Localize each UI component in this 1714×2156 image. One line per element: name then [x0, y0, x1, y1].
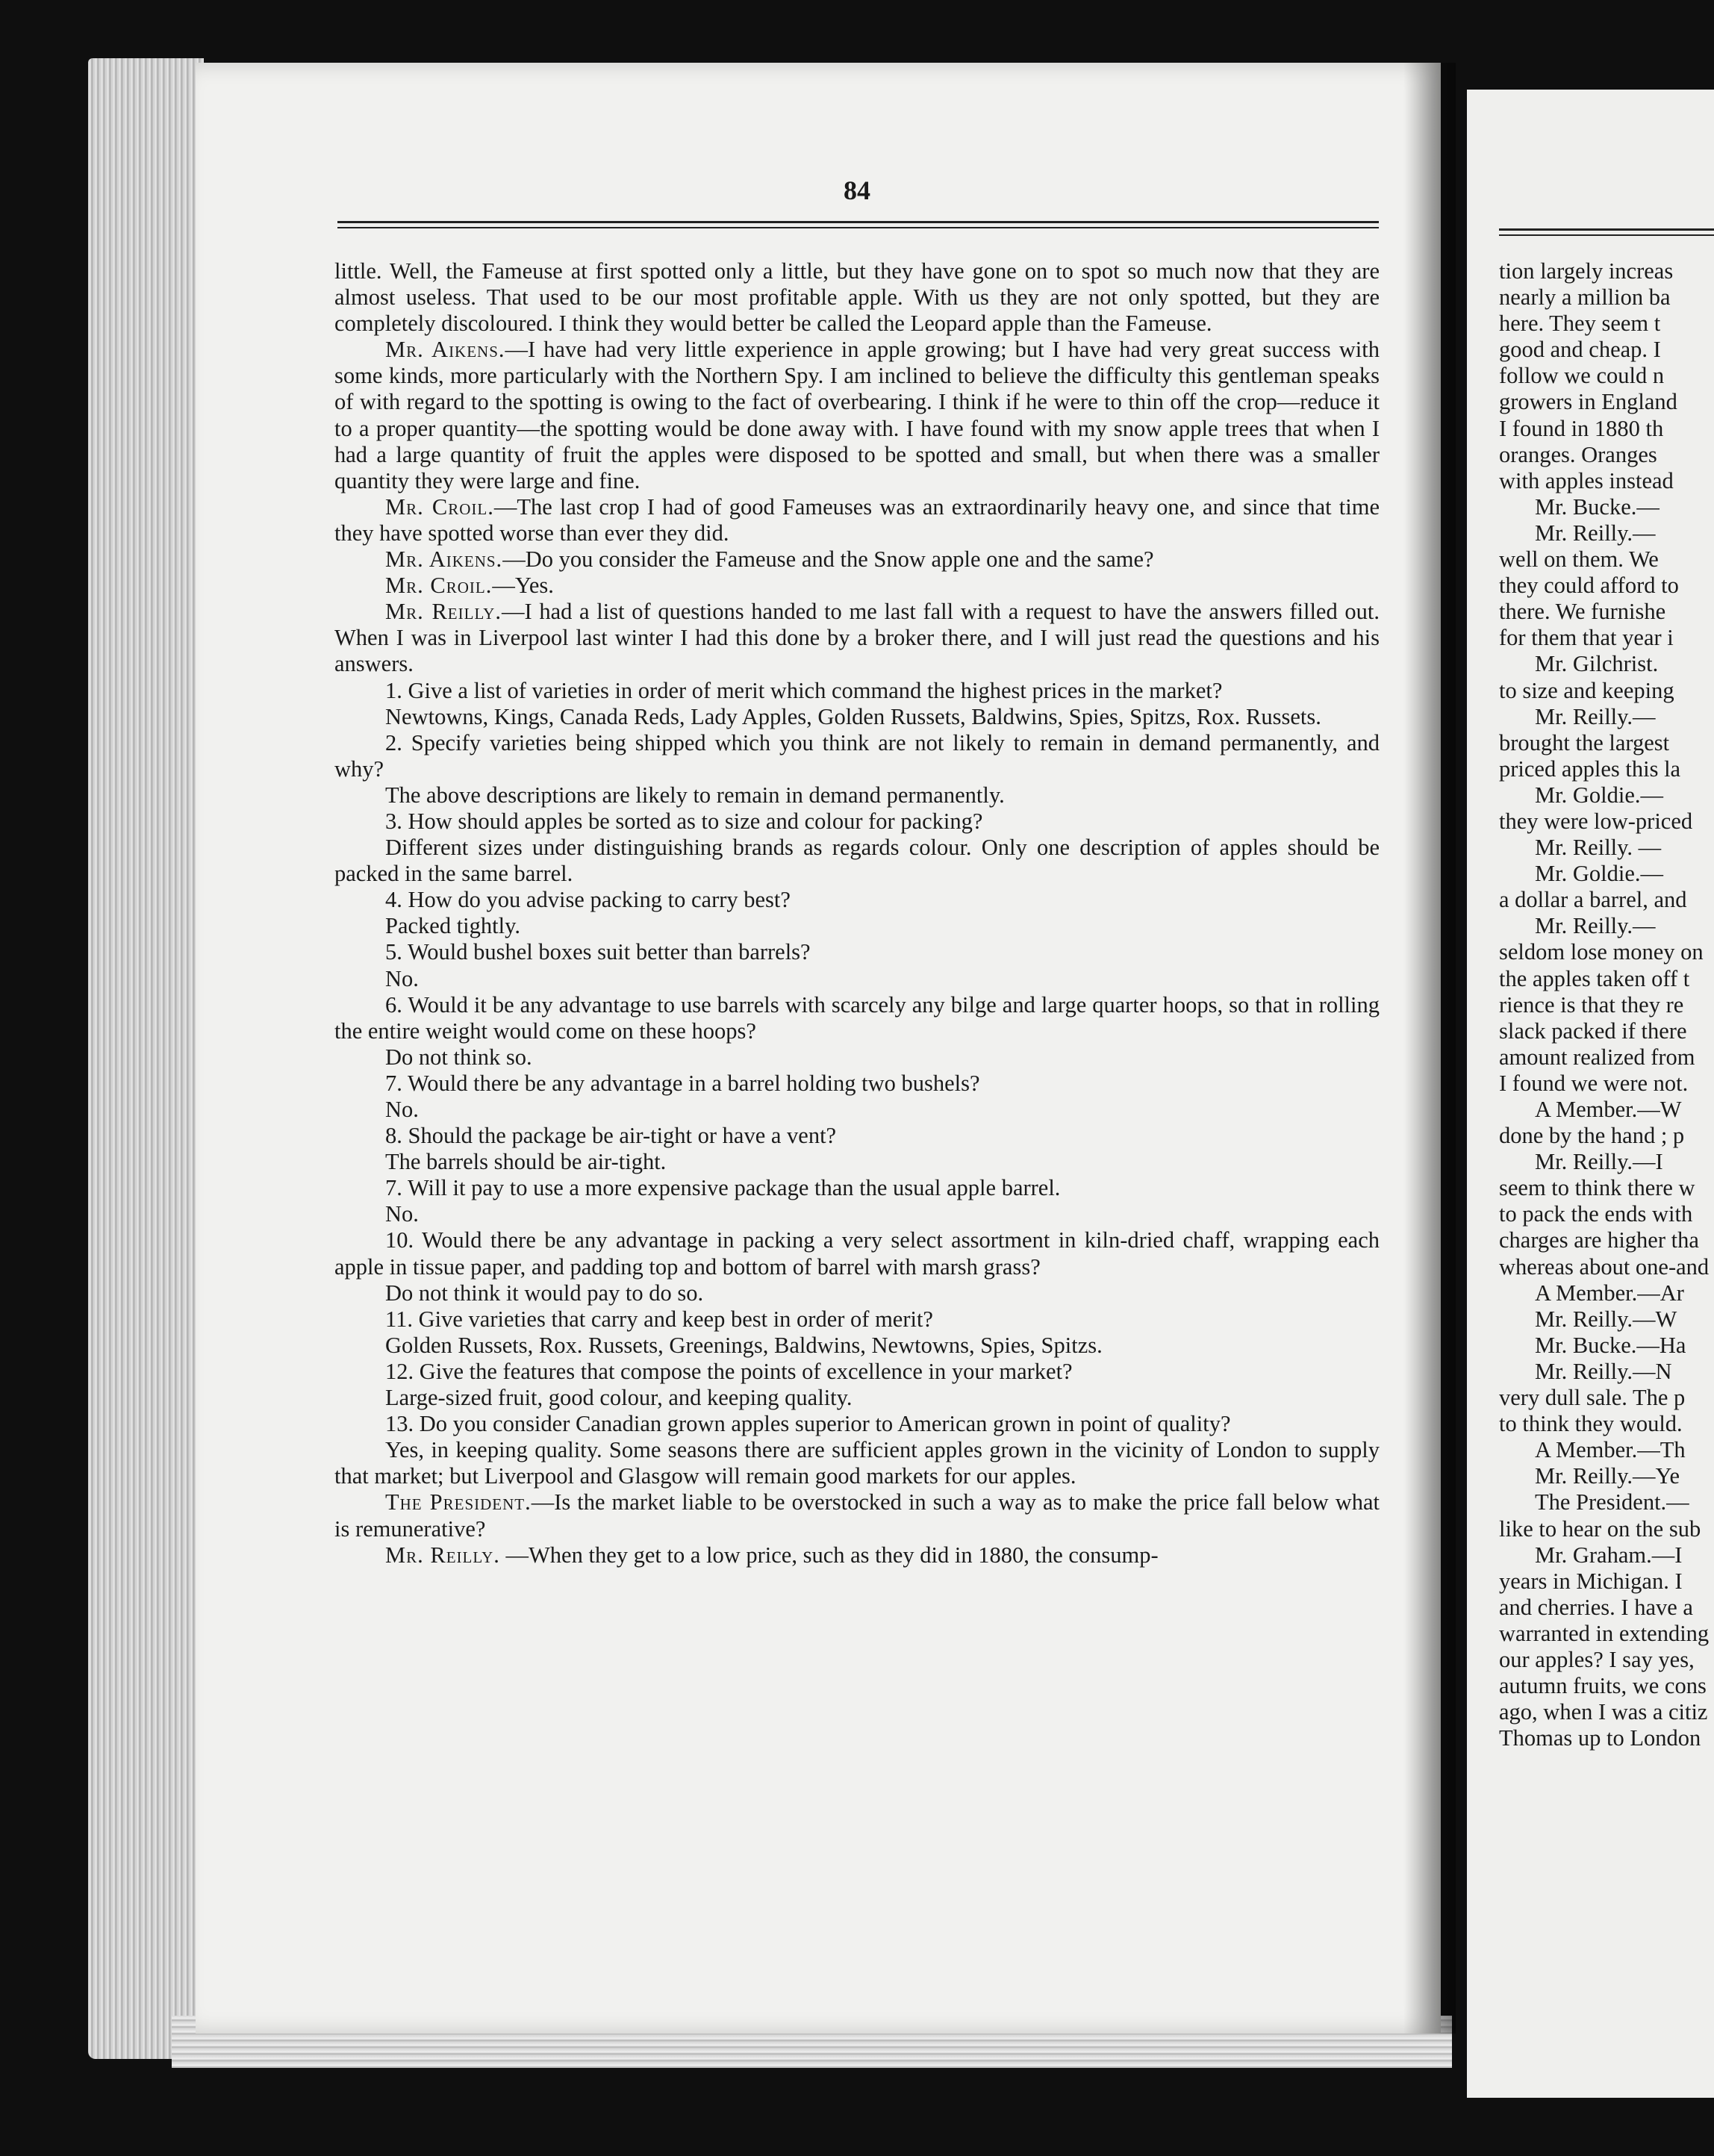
speaker-name: The President.	[385, 1489, 532, 1515]
paragraph	[334, 573, 1380, 599]
facing-line: the apples taken off t	[1499, 965, 1690, 991]
facing-line: slack packed if there	[1499, 1018, 1687, 1044]
paragraph-text: No.	[385, 965, 419, 991]
paragraph-text: 11. Give varieties that carry and keep best in order of merit?	[385, 1306, 933, 1332]
paragraph-text: 4. How do you advise packing to carry best?	[385, 887, 791, 913]
paragraph	[334, 258, 1380, 337]
paragraph	[334, 913, 1380, 939]
facing-line: Mr. Reilly.—W	[1535, 1306, 1677, 1332]
facing-line: Mr. Reilly.—	[1535, 520, 1656, 546]
facing-header-rule-bottom	[1499, 234, 1714, 236]
speaker-name: Mr. Croil.	[385, 493, 494, 520]
facing-line: growers in England	[1499, 389, 1677, 415]
paragraph	[334, 337, 1380, 494]
speaker-name: Mr. Croil.	[385, 573, 493, 599]
facing-line: priced apples this la	[1499, 755, 1681, 782]
paragraph-text: 10. Would there be any advantage in packing a very select assortment in kiln-dried chaff, wrapping each apple in tissue paper, and padding top and bottom of barrel with marsh grass?	[334, 1227, 1380, 1280]
paragraph	[334, 1201, 1380, 1227]
facing-line: brought the largest	[1499, 729, 1670, 755]
paragraph	[334, 808, 1380, 835]
facing-line: Thomas up to London	[1499, 1725, 1701, 1751]
paragraph-text: 7. Will it pay to use a more expensive package than the usual apple barrel.	[385, 1175, 1061, 1201]
paragraph-text: 2. Specify varieties being shipped which you think are not likely to remain in demand permanently, and why?	[334, 729, 1380, 782]
speaker-name: Mr. Reilly.	[385, 1542, 500, 1568]
facing-line: very dull sale. The p	[1499, 1385, 1686, 1411]
facing-line: Mr. Graham.—I	[1535, 1542, 1683, 1568]
paragraph-text: Newtowns, Kings, Canada Reds, Lady Apples, Golden Russets, Baldwins, Spies, Spitzs, Rox. Russets.	[385, 703, 1321, 729]
paragraph	[334, 1385, 1380, 1411]
paragraph	[334, 992, 1380, 1044]
paragraph-text: little. Well, the Fameuse at first spotted only a little, but they have gone on to spot so much now that they are almost useless. That used to be our most profitable apple. With us they are not only spotted, but they are completely discoloured. I think they would better be called the Leopard apple than the Fameuse.	[334, 258, 1380, 337]
paragraph-text: Yes, in keeping quality. Some seasons there are sufficient apples grown in the vicinity of London to supply that market; but Liverpool and Glasgow will remain good markets for our apples.	[334, 1437, 1380, 1489]
facing-line: Mr. Reilly.—	[1535, 913, 1656, 939]
facing-line: to think they would.	[1499, 1411, 1683, 1437]
paragraph-text: Do not think so.	[385, 1044, 532, 1070]
facing-line: whereas about one-and	[1499, 1253, 1710, 1280]
facing-line: Mr. Reilly.—I	[1535, 1149, 1663, 1175]
facing-line: The President.—	[1535, 1489, 1689, 1515]
paragraph-text: —The last crop I had of good Fameuses was an extraordinarily heavy one, and since that time they have spotted worse than ever they did.	[334, 493, 1380, 546]
facing-line: rience is that they re	[1499, 991, 1684, 1018]
paragraph-text: No.	[385, 1201, 419, 1227]
facing-line: A Member.—W	[1535, 1097, 1682, 1122]
paragraph-text: —I had a list of questions handed to me last fall with a request to have the answers filled out. When I was in Liverpool last winter I had this done by a broker there, and I will just read the questions and his answers.	[334, 599, 1380, 677]
facing-line: Mr. Reilly. —	[1535, 835, 1662, 861]
paragraph-text: Golden Russets, Rox. Russets, Greenings, Baldwins, Newtowns, Spies, Spitzs.	[385, 1332, 1103, 1358]
paragraph	[334, 678, 1380, 704]
paragraph-text: 1. Give a list of varieties in order of merit which command the highest prices in the market?	[385, 677, 1223, 703]
facing-line: and cherries. I have a	[1499, 1594, 1693, 1620]
paragraph-text: Do not think it would pay to do so.	[385, 1280, 704, 1306]
paragraph	[334, 1489, 1380, 1542]
facing-line: with apples instead	[1499, 467, 1674, 493]
paragraph	[334, 782, 1380, 808]
paragraph	[334, 494, 1380, 546]
paragraph	[334, 966, 1380, 992]
facing-line: years in Michigan. I	[1499, 1568, 1683, 1594]
facing-line: A Member.—Th	[1535, 1437, 1686, 1463]
paragraph	[334, 1175, 1380, 1201]
paragraph	[334, 730, 1380, 782]
facing-line: to pack the ends with	[1499, 1201, 1693, 1227]
facing-line: charges are higher tha	[1499, 1227, 1699, 1253]
facing-line: tion largely increas	[1499, 258, 1674, 284]
paragraph	[334, 1306, 1380, 1333]
paragraph	[334, 704, 1380, 730]
book-gutter	[1403, 63, 1456, 2034]
facing-line: seem to think there w	[1499, 1175, 1695, 1201]
paragraph-text: Different sizes under distinguishing brands as regards colour. Only one description of apples should be packed in the same barrel.	[334, 835, 1380, 887]
page-body-text	[334, 258, 1380, 1568]
facing-line: done by the hand ; p	[1499, 1123, 1685, 1149]
facing-page-text	[1499, 258, 1714, 1751]
paragraph	[334, 1227, 1380, 1280]
facing-line: I found in 1880 th	[1499, 415, 1664, 441]
facing-line: good and cheap. I	[1499, 337, 1661, 363]
paragraph-text: 13. Do you consider Canadian grown apples superior to American grown in point of quality?	[385, 1411, 1231, 1437]
paragraph	[334, 599, 1380, 677]
paragraph-text: 6. Would it be any advantage to use barrels with scarcely any bilge and large quarter hoops, so that in rolling the entire weight would come on these hoops?	[334, 991, 1380, 1044]
paragraph-text: Large-sized fruit, good colour, and keeping quality.	[385, 1385, 853, 1411]
speaker-name: Mr. Aikens.	[385, 546, 503, 573]
paragraph-text: 12. Give the features that compose the points of excellence in your market?	[385, 1358, 1073, 1384]
paragraph	[334, 1333, 1380, 1359]
facing-line: they were low-priced	[1499, 808, 1693, 834]
facing-line: seldom lose money on	[1499, 939, 1704, 965]
facing-line: Mr. Goldie.—	[1535, 861, 1663, 887]
facing-line: A Member.—Ar	[1535, 1280, 1684, 1306]
facing-line: Mr. Reilly.—N	[1535, 1358, 1672, 1384]
paragraph-text: The barrels should be air-tight.	[385, 1149, 667, 1175]
book-page-edges	[88, 58, 204, 2059]
paragraph	[334, 939, 1380, 965]
paragraph	[334, 1044, 1380, 1071]
facing-line: there. We furnishe	[1499, 599, 1666, 625]
facing-line: Mr. Reilly.—Ye	[1535, 1463, 1680, 1489]
facing-line: I found we were not.	[1499, 1070, 1689, 1096]
facing-line: oranges. Oranges	[1499, 441, 1657, 467]
page-number: 84	[844, 175, 870, 205]
facing-line: they could afford to	[1499, 573, 1679, 599]
facing-line: warranted in extending	[1499, 1620, 1710, 1646]
paragraph-text: 5. Would bushel boxes suit better than barrels?	[385, 939, 811, 965]
facing-line: well on them. We	[1499, 546, 1659, 573]
speaker-name: Mr. Aikens.	[385, 337, 505, 363]
paragraph-text: Packed tightly.	[385, 913, 520, 939]
facing-line: autumn fruits, we cons	[1499, 1673, 1707, 1699]
facing-header-rule-top	[1499, 228, 1714, 231]
paragraph	[334, 1280, 1380, 1306]
facing-line: Mr. Goldie.—	[1535, 782, 1663, 808]
paragraph-text: The above descriptions are likely to remain in demand permanently.	[385, 782, 1005, 808]
paragraph	[334, 1097, 1380, 1123]
paragraph	[334, 1437, 1380, 1489]
facing-line: amount realized from	[1499, 1044, 1695, 1070]
facing-line: ago, when I was a citiz	[1499, 1699, 1708, 1725]
paragraph	[334, 1411, 1380, 1437]
paragraph-text: 3. How should apples be sorted as to size and colour for packing?	[385, 808, 983, 834]
facing-line: Mr. Bucke.—	[1535, 493, 1660, 520]
facing-line: to size and keeping	[1499, 677, 1674, 703]
paragraph-text: —Do you consider the Fameuse and the Snow apple one and the same?	[502, 546, 1154, 573]
facing-line: Mr. Bucke.—Ha	[1535, 1332, 1686, 1358]
facing-line: nearly a million ba	[1499, 284, 1671, 311]
paragraph-text: 8. Should the package be air-tight or have a vent?	[385, 1123, 837, 1149]
facing-line: Mr. Reilly.—	[1535, 703, 1656, 729]
paragraph	[334, 1123, 1380, 1149]
paragraph	[334, 887, 1380, 913]
paragraph-text: —Is the market liable to be overstocked in such a way as to make the price fall below what is remunerative?	[334, 1489, 1380, 1542]
paragraph	[334, 546, 1380, 573]
header-rule-bottom	[337, 227, 1379, 228]
facing-line: Mr. Gilchrist.	[1535, 651, 1659, 677]
paragraph-text: —I have had very little experience in apple growing; but I have had very great success with some kinds, more particularly with the Northern Spy. I am inclined to believe the difficulty this gentleman speaks of with regard to the spotting is owing to the fact of overbearing. I think if he were to thin off the crop—reduce it to a proper quantity—the spotting would be done away with. I have found with my snow apple trees that when I had a large quantity of fruit the apples were disposed to be spotted and small, but when there was a smaller quantity they were large and fine.	[334, 337, 1380, 493]
header-rule-top	[337, 221, 1379, 223]
paragraph-text: No.	[385, 1097, 419, 1122]
paragraph-text: 7. Would there be any advantage in a barrel holding two bushels?	[385, 1070, 980, 1096]
facing-line: here. They seem t	[1499, 311, 1661, 337]
paragraph-text: —When they get to a low price, such as they did in 1880, the consump-	[499, 1542, 1159, 1568]
facing-line: for them that year i	[1499, 625, 1674, 651]
facing-line: our apples? I say yes,	[1499, 1646, 1695, 1672]
facing-line: a dollar a barrel, and	[1499, 887, 1687, 913]
paragraph	[334, 1149, 1380, 1175]
facing-line: like to hear on the sub	[1499, 1515, 1701, 1542]
paragraph	[334, 835, 1380, 887]
speaker-name: Mr. Reilly.	[385, 599, 502, 625]
paragraph	[334, 1542, 1380, 1568]
paragraph	[334, 1359, 1380, 1385]
facing-line: follow we could n	[1499, 363, 1665, 389]
paragraph-text: —Yes.	[492, 573, 554, 599]
paragraph	[334, 1071, 1380, 1097]
